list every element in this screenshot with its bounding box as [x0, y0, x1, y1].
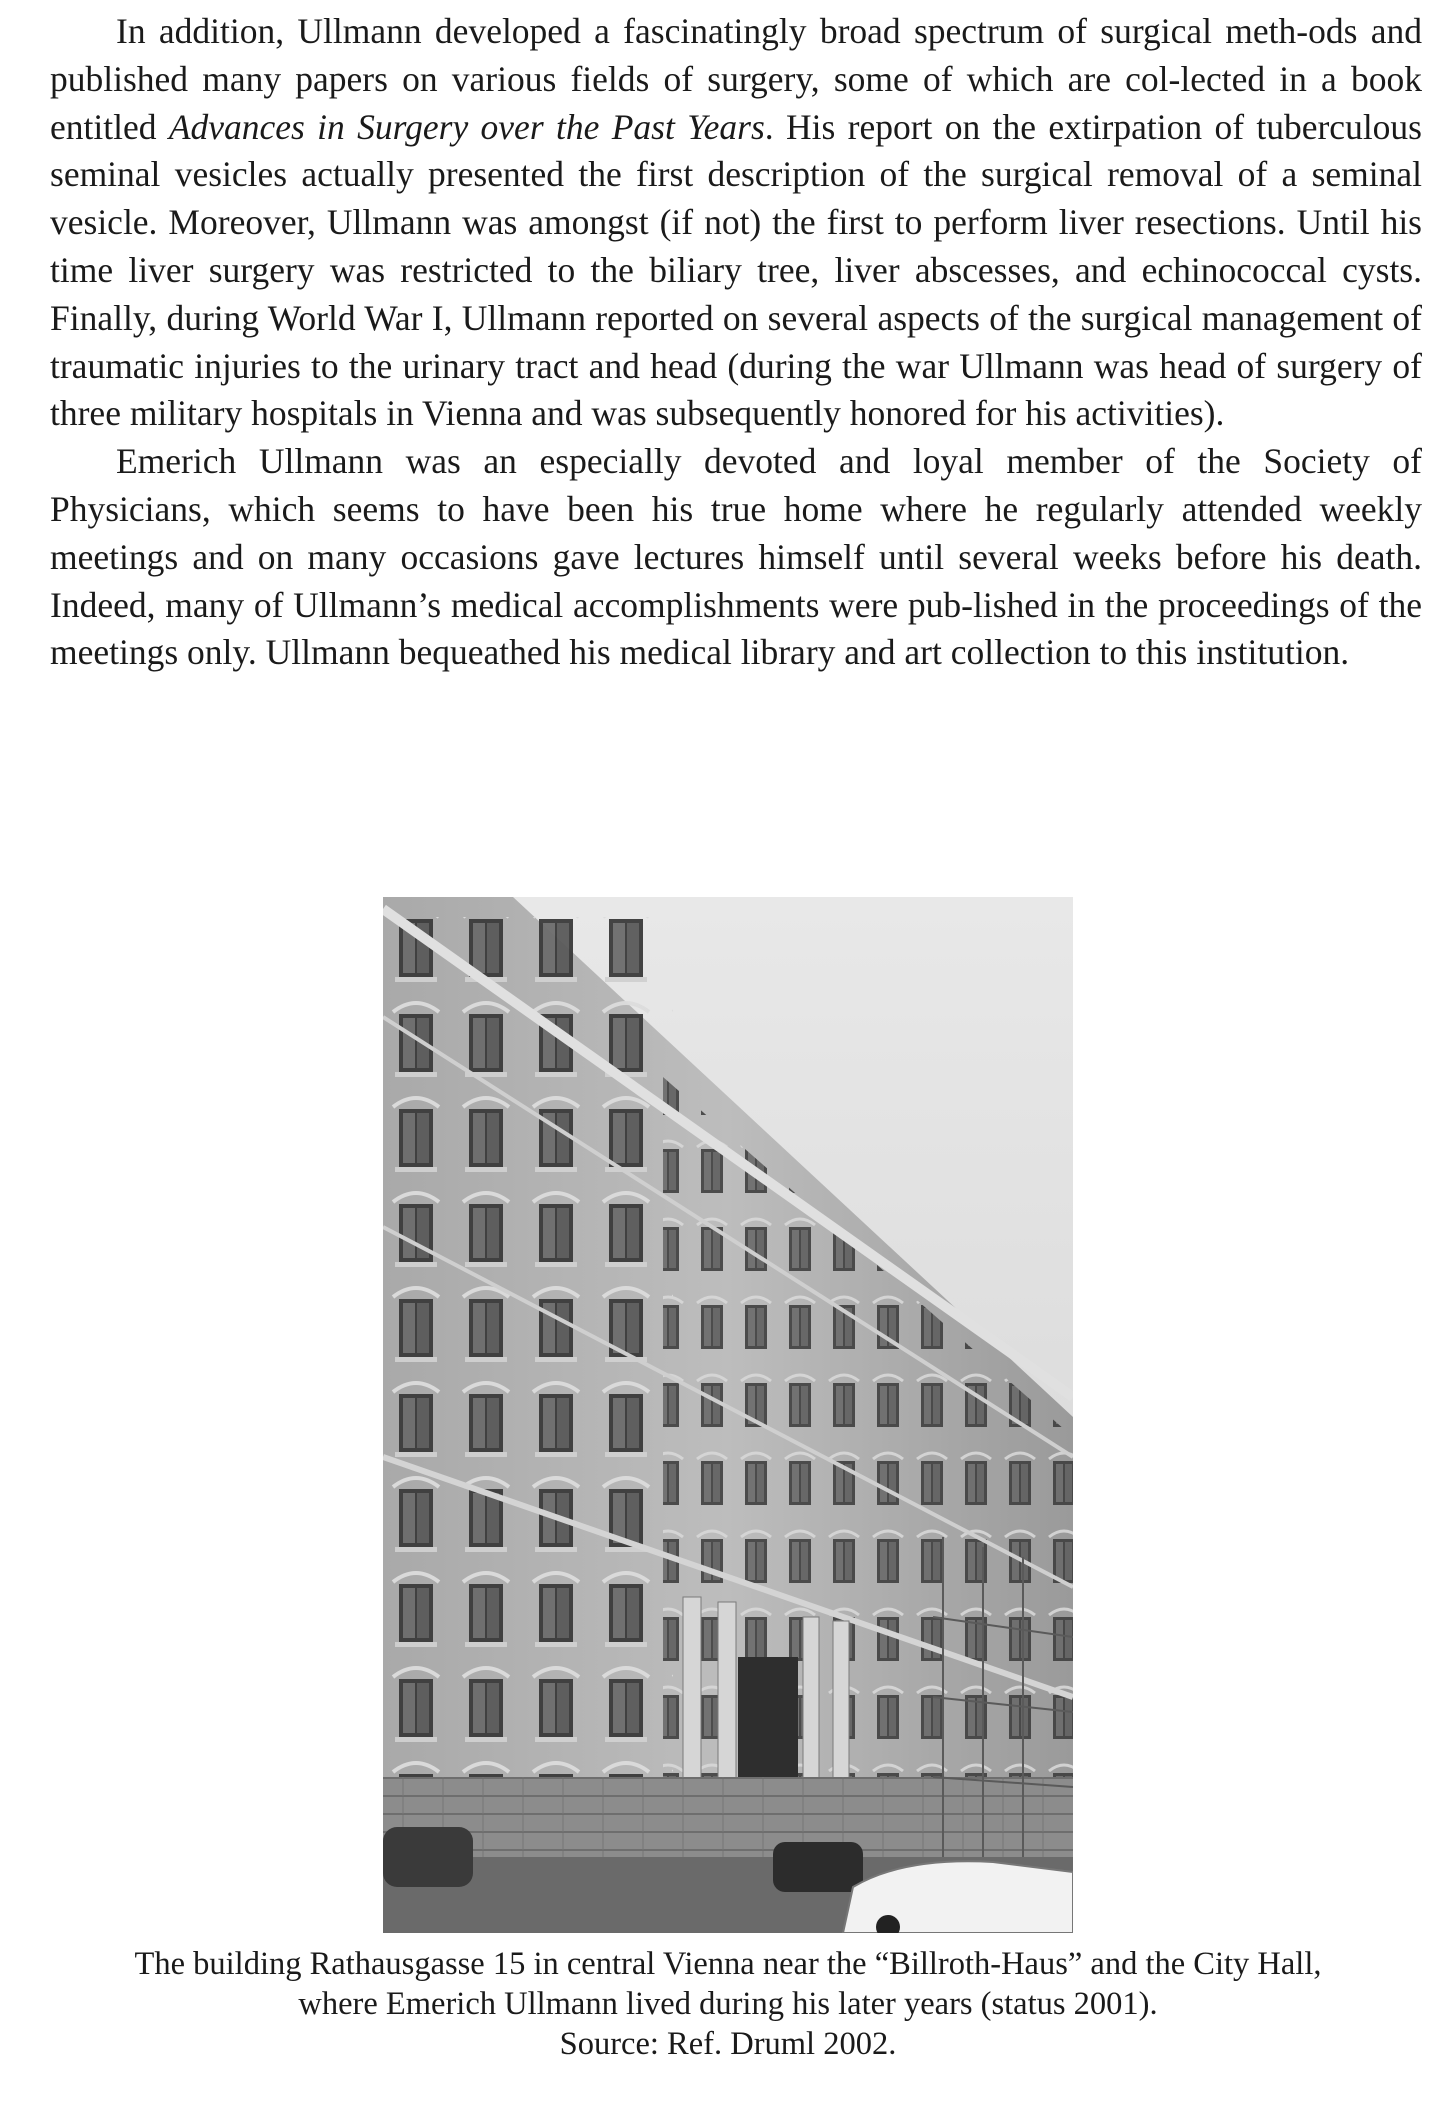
paragraph-1-text-b: . His report on the extirpation of tuberculous seminal vesicles actually presented the first description of the surgical removal of a seminal vesicle. Moreover, Ullmann was amongst (if not) the first to perform liver resections. Until his time liver surgery was restricted to the biliary tree, liver abscesses, and echinococcal cysts. Finally, during World War I, Ullmann reported on several aspects of the surgical management of traumatic injuries to the urinary tract and head (during the war Ullmann was head of surgery of three military hospitals in Vienna and was subsequently honored for his activities).: [50, 106, 1422, 434]
caption-source: Source: Ref. Druml 2002.: [559, 2026, 897, 2062]
building-photo-image: [383, 897, 1073, 1933]
paragraph-1-text-a: In addition, Ullmann developed a fascinatingly broad spectrum of surgical meth-ods and published many papers on various fields of surgery, some of which are col-lected in a book entitled: [50, 11, 1422, 147]
paragraph-2: [50, 438, 1422, 677]
caption-line-1: The building Rathausgasse 15 in central Vienna near the “Billroth-Haus” and the City Hall,: [134, 1946, 1322, 1982]
paragraph-1: [50, 8, 1422, 438]
body-text: [50, 8, 1422, 677]
paragraph-2-text: Emerich Ullmann was an especially devoted and loyal member of the Society of Physicians, which seems to have been his true home where he regularly attended weekly meetings and on many occasions gave lectures himself until several weeks before his death. Indeed, many of Ullmann’s medical accomplishments were pub-lished in the proceedings of the meetings only. Ullmann bequeathed his medical library and art collection to this institution.: [50, 441, 1422, 673]
book-title: Advances in Surgery over the Past Years: [168, 106, 765, 147]
caption-line-2: where Emerich Ullmann lived during his later years (status 2001).: [298, 1986, 1158, 2022]
figure-caption: [40, 1944, 1416, 2064]
building-photo: [383, 897, 1073, 1933]
